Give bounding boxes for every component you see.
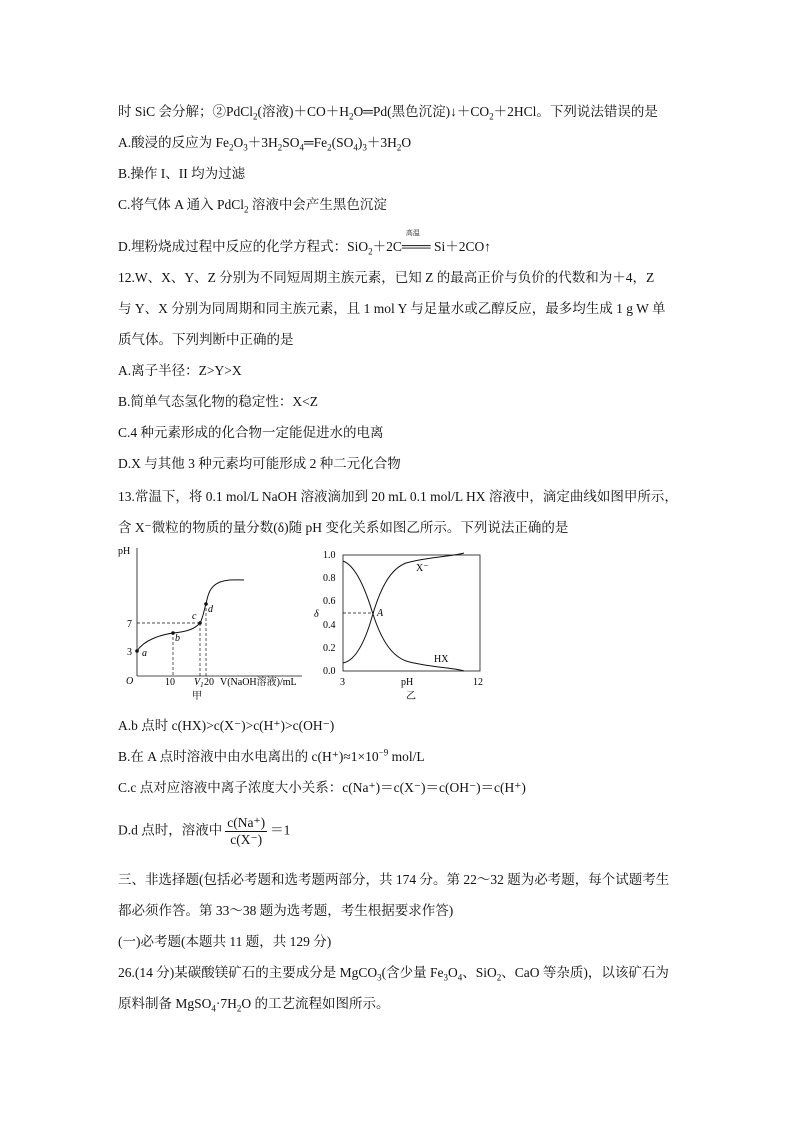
yi-tick-0-4: 0.4: [323, 620, 336, 631]
yi-tick-12: 12: [473, 677, 483, 688]
jia-caption: 甲: [192, 691, 202, 702]
q12-stem-line-1: 12.W、X、Y、Z 分别为不同短周期主族元素，已知 Z 的最高正价与负价的代数和为＋4，Z: [118, 270, 655, 285]
yi-x-minus-curve: [343, 553, 464, 663]
q12-stem-line-3: 质气体。下列判断中正确的是: [118, 332, 294, 347]
jia-label-c: c: [192, 611, 197, 622]
q12-option-a: A.离子半径：Z>Y>X: [118, 363, 242, 378]
q26-stem-line-2: 原料制备 $MgSO_4\cdot 7H_2O$ 的工艺流程如图所示。: [118, 996, 390, 1014]
q13-option-a: A.b 点时 c(HX)>c(X⁻)>c(H⁺)>c(OH⁻): [118, 718, 335, 733]
q11-option-d: D.埋粉烧成过程中反应的化学方程式：SiO$_2$＋2C 高温 ═══ Si＋2CO↑: [118, 229, 491, 257]
q12-option-b: B.简单气态氢化物的稳定性：X<Z: [118, 394, 318, 409]
jia-tick-3: 3: [127, 647, 132, 658]
yi-label-x-minus: X⁻: [416, 563, 429, 574]
jia-titration-curve: [137, 580, 244, 651]
q13-option-c: C.c 点对应溶液中离子浓度大小关系：c(Na⁺)＝c(X⁻)＝c(OH⁻)＝c(H⁺): [118, 780, 526, 795]
yi-label-hx: HX: [434, 654, 449, 665]
q12-option-c: C.4 种元素形成的化合物一定能促进水的电离: [118, 425, 384, 440]
yi-x-axis-label: pH: [401, 677, 414, 688]
jia-label-b: b: [175, 633, 180, 644]
q12-option-d: D.X 与其他 3 种元素均可能形成 2 种二元化合物: [118, 456, 401, 471]
yi-y-axis-label: δ: [314, 609, 319, 620]
jia-tick-v1: $V_1$: [194, 677, 204, 689]
yi-tick-1-0: 1.0: [323, 550, 336, 561]
q11-option-c: C.将气体 A 通入 PdCl$_2$ 溶液中会产生黑色沉淀: [118, 197, 387, 215]
jia-y-axis-label: pH: [118, 546, 131, 557]
jia-point-c: [198, 621, 202, 625]
yi-tick-0-2: 0.2: [323, 643, 336, 654]
section3-heading-line-1: 三、非选择题(包括必考题和选考题两部分，共 174 分。第 22～32 题为必考题，每个试题考生: [118, 872, 670, 887]
q13-stem-line-2: 含 X⁻微粒的物质的量分数(δ)随 pH 变化关系如图乙所示。下列说法正确的是: [118, 520, 569, 535]
section3-heading-line-2: 都必须作答。第 33～38 题为选考题，考生根据要求作答): [118, 903, 454, 918]
titration-curve-figure: [112, 542, 312, 702]
q13-option-b: B.在 A 点时溶液中由水电离出的 $c(H^+)\approx 1\times 10^{-9}$ mol/L: [118, 747, 425, 764]
q11-option-a: A.酸浸的反应为 $Fe_2O_3+3H_2SO_4═Fe_2(SO_4)_3+3H_2O$: [118, 135, 412, 153]
jia-point-a: [135, 649, 139, 653]
yi-tick-0-8: 0.8: [323, 573, 336, 584]
distribution-fraction-figure: [306, 545, 506, 705]
q12-stem-line-2: 与 Y、X 分别为同周期和同主族元素，且 1 mol Y 与足量水或乙醇反应，最多均生成 1 g W 单: [118, 301, 666, 316]
q11-intro-tail: 时 SiC 会分解；②PdCl$_2$(溶液)$+CO+H_2O═Pd$(黑色沉淀)$↓+CO_2+2HCl$。下列说法错误的是: [118, 104, 658, 122]
q26-stem-line-1: 26.(14 分)某碳酸镁矿石的主要成分是 MgCO$_3$(含少量 $Fe_3O_4$、SiO$_2$、CaO 等杂质)，以该矿石为: [118, 965, 669, 983]
jia-tick-10: 10: [165, 677, 175, 688]
yi-tick-0-6: 0.6: [323, 596, 336, 607]
jia-label-a: a: [142, 648, 147, 659]
yi-tick-3: 3: [340, 677, 345, 688]
q11-option-b: B.操作 I、II 均为过滤: [118, 166, 246, 181]
yi-tick-0-0: 0.0: [323, 666, 336, 677]
yi-label-point-a: A: [377, 608, 384, 619]
q13-stem-line-1: 13.常温下，将 0.1 mol/L NaOH 溶液滴加到 20 mL 0.1 mol/L HX 溶液中，滴定曲线如图甲所示，: [118, 489, 678, 504]
q13-option-d: D.d 点时，溶液中 $\frac{c(Na^+)}{c(X^-)}$ ＝1: [118, 815, 291, 847]
jia-tick-20: 20: [204, 677, 214, 688]
section3-subheading: (一)必考题(本题共 11 题，共 129 分): [118, 934, 332, 949]
high-temp-equation-sign: 高温 ═══: [401, 229, 431, 254]
jia-label-d: d: [208, 604, 213, 615]
jia-tick-7: 7: [127, 619, 132, 630]
jia-origin-label: O: [126, 676, 134, 687]
jia-x-axis-label: V(NaOH溶液)/mL: [220, 677, 297, 688]
yi-caption: 乙: [406, 691, 416, 702]
concentration-ratio-fraction: $\frac{c(Na^+)}{c(X^-)}$: [227, 815, 266, 847]
